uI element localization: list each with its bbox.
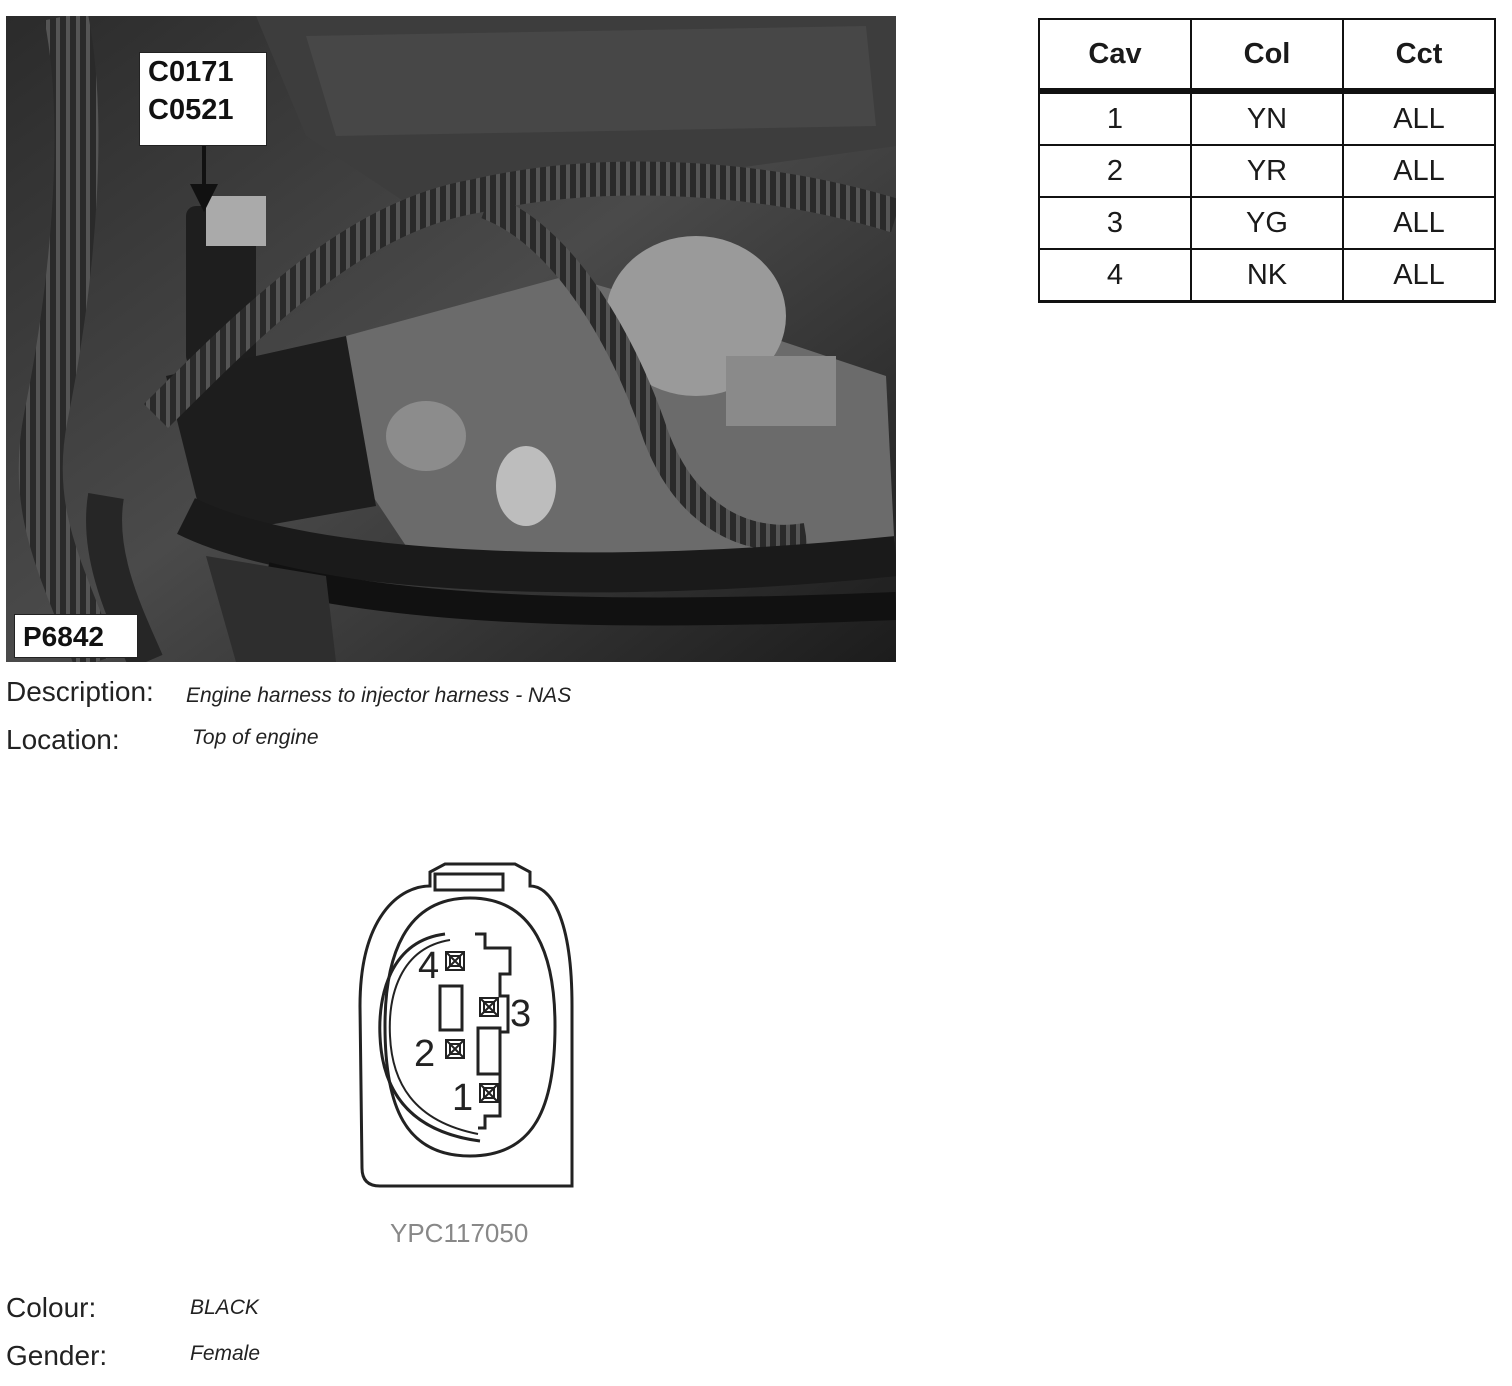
header-col: Col xyxy=(1191,19,1343,91)
cct-cell: ALL xyxy=(1343,145,1495,197)
cav-cell: 1 xyxy=(1039,91,1191,145)
table-row xyxy=(1039,249,1495,302)
table-row xyxy=(1039,91,1495,145)
cav-cell: 4 xyxy=(1039,249,1191,302)
gender-value: Female xyxy=(190,1342,261,1365)
table-row xyxy=(1039,145,1495,197)
pin-label-1: 1 xyxy=(452,1077,474,1119)
cct-cell: ALL xyxy=(1343,197,1495,249)
gender-label: Gender: xyxy=(6,1340,108,1371)
pin-label-3: 3 xyxy=(510,993,532,1035)
location-value: Top of engine xyxy=(192,726,319,749)
pin-label-4: 4 xyxy=(418,945,440,987)
header-cav: Cav xyxy=(1039,19,1191,91)
connector-code: C0521 xyxy=(148,94,234,126)
photo-reference: P6842 xyxy=(14,614,138,658)
cav-cell: 2 xyxy=(1039,145,1191,197)
connector-code-callout xyxy=(139,52,267,146)
connector-face-diagram xyxy=(350,856,590,1206)
table-row xyxy=(1039,197,1495,249)
col-cell: YN xyxy=(1191,91,1343,145)
connector-code: C0171 xyxy=(148,56,234,88)
col-cell: NK xyxy=(1191,249,1343,302)
table-header-row xyxy=(1039,19,1495,91)
part-number: YPC117050 xyxy=(390,1218,529,1248)
description-value: Engine harness to injector harness - NAS xyxy=(186,684,572,707)
colour-value: BLACK xyxy=(190,1296,259,1319)
colour-label: Colour: xyxy=(6,1292,97,1323)
col-cell: YR xyxy=(1191,145,1343,197)
connector-location-photo xyxy=(6,16,896,662)
cav-cell: 3 xyxy=(1039,197,1191,249)
col-cell: YG xyxy=(1191,197,1343,249)
description-label: Description: xyxy=(6,676,154,707)
pin-table xyxy=(1038,18,1496,303)
cct-cell: ALL xyxy=(1343,91,1495,145)
cct-cell: ALL xyxy=(1343,249,1495,302)
header-cct: Cct xyxy=(1343,19,1495,91)
location-label: Location: xyxy=(6,724,120,755)
pin-label-2: 2 xyxy=(414,1033,436,1075)
